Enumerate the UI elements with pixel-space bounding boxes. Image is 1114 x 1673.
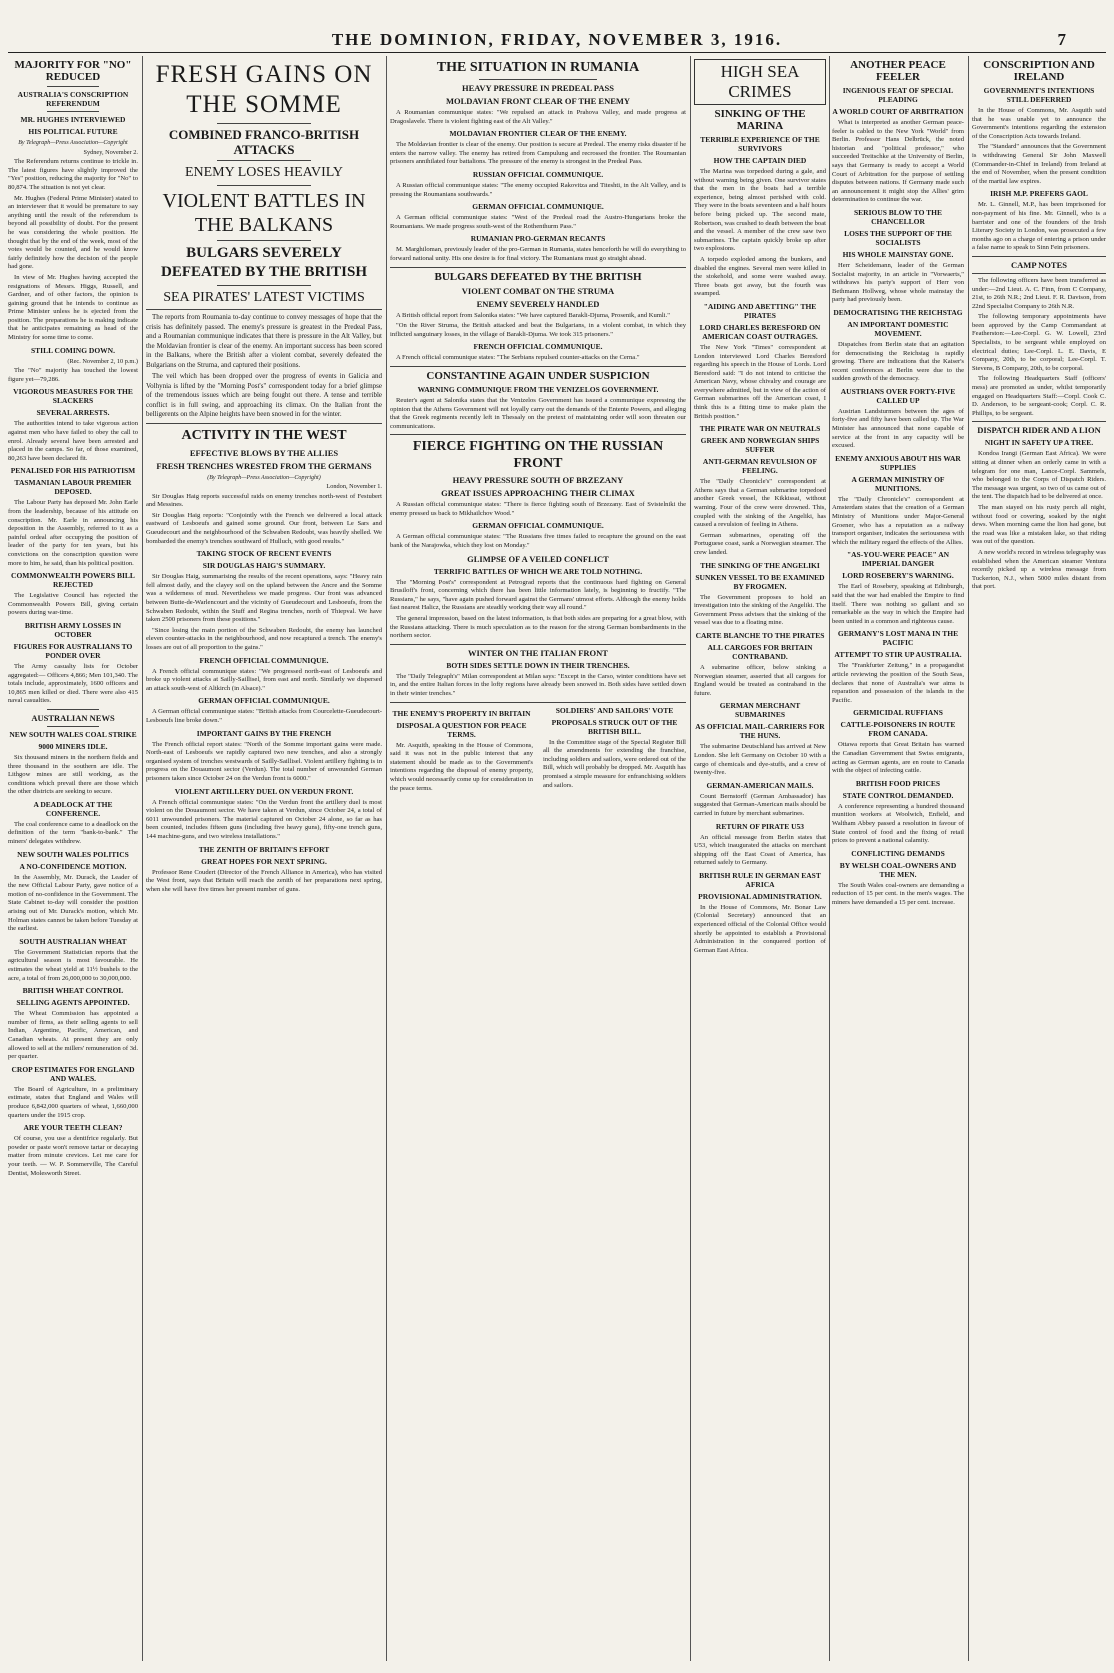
article-paragraph: Kondoa Irangi (German East Africa). We were sitting at dinner when an orderly came in with a telegram for one man, Lance-Corpl. Sammels, who belonged to the Corps of Dispatch Riders. The message was urgent, so two of us came out of the tent. The dispatch had to be delivered at once. <box>972 450 1106 501</box>
headline: THE SITUATION IN RUMANIA <box>436 60 640 75</box>
divider <box>47 111 99 112</box>
subheadline: TERRIBLE EXPERIENCE OF THE SURVIVORS <box>700 135 820 153</box>
lead-headline: FRESH GAINS ON THE SOMME <box>155 61 373 118</box>
subheadline: AS OFFICIAL MAIL-CARRIERS FOR THE HUNS. <box>695 722 825 741</box>
subheadline: NIGHT IN SAFETY UP A TREE. <box>984 438 1094 448</box>
article-paragraph: In view of Mr. Hughes having accepted the resignations of Messrs. Higgs, Russell, and Gardner, and of other factors, the opinion is gaining ground that he intends to continue as Prime Minister unless he is ejected from the position. The preparations he is making indicate that he anticipates remaining as head of the Ministry for some time to come. <box>8 273 138 342</box>
advertisement-heading: ARE YOUR TEETH CLEAN? <box>23 1123 123 1133</box>
subheadline: GERMAN-AMERICAN MAILS. <box>706 780 814 790</box>
subheadline: TAKING STOCK OF RECENT EVENTS <box>196 549 332 559</box>
subheadline: AN IMPORTANT DOMESTIC MOVEMENT. <box>847 319 949 338</box>
article-paragraph: The following officers have been transferred as under:—2nd Lieut. A. C. Finn, from C Company, 21st, to 26th N.R.; 2nd Lieut. F. R. Davison, from 22nd Specialist Company to 26th N.R. <box>972 276 1106 310</box>
article-paragraph: The coal conference came to a deadlock on the definition of the term "bank-to-bank." The miners' delegates withdrew. <box>8 820 138 846</box>
divider <box>390 702 686 703</box>
column-divider <box>968 56 969 1661</box>
subheadline: A GERMAN MINISTRY OF MUNITIONS. <box>851 474 945 493</box>
column-ireland <box>972 56 1106 1661</box>
subheadline: EFFECTIVE BLOWS BY THE ALLIES <box>189 447 339 458</box>
article-paragraph: A submarine officer, below sinking a Norwegian steamer, asserted that all cargoes for England would be treated as contraband in the future. <box>694 663 826 697</box>
subheadline: LORD CHARLES BERESFORD ON AMERICAN COAST OUTRAGES. <box>699 322 821 341</box>
subheadline: GERMAN OFFICIAL COMMUNIQUE. <box>472 202 604 212</box>
article-paragraph: The Wheat Commission has appointed a number of firms, as their selling agents to sell Indian, Argentine, Pacific, American, and Canadian wheats. At present they are only allowed to sell at the millers' remuneration of 3d. per quarter. <box>8 1010 138 1061</box>
headline: DEMOCRATISING THE REICHSTAG <box>833 307 963 317</box>
article-paragraph: The New York "Times" correspondent at London interviewed Lord Charles Beresford regarding his speech in the House of Lords. Lord Beresford said: "I do not intend to criticise the American Navy, whose chivalry and courage are everywhere admitted, but in view of the action of German submarines off the American coast, I think this is a fitting time to make plain the British position." <box>694 343 826 420</box>
article-paragraph: Six thousand miners in the northern fields and three thousand in the southern are idle. The Lithgow mines are still working, as the conditions which prevail there are those which the other districts are seeking to secure. <box>8 753 138 796</box>
article-paragraph: In the House of Commons, Mr. Asquith said that he was unable yet to announce the Government's intentions regarding the extension of the Conscription Acts towards Ireland. <box>972 107 1106 140</box>
headline: HIGH SEA CRIMES <box>694 59 826 105</box>
subheadline: GOVERNMENT'S INTENTIONS STILL DEFERRED <box>983 86 1095 104</box>
headline: BRITISH WHEAT CONTROL <box>22 986 124 996</box>
article-paragraph: A new world's record in wireless telegraphy was established when the American steamer Ventura recently picked up a wireless message from Tuckerton, N.J., when 5000 miles distant from that port. <box>972 548 1106 591</box>
dateline: (Rec. November 2, 10 p.m.) <box>67 357 138 365</box>
column-divider <box>690 56 691 1661</box>
headline: WINTER ON THE ITALIAN FRONT <box>468 647 608 658</box>
subheadline: A DEADLOCK AT THE CONFERENCE. <box>33 799 113 818</box>
article-paragraph: The "Daily Chronicle's" correspondent at Athens says that a German submarine torpedoed another Greek vessel, the Kikkissai, without warning. Four of the crew were drowned. This, coupled with the sinking of the Angeliki, has caused a revulsion of feeling in Athens. <box>694 478 826 529</box>
dateline: London, November 1. <box>326 483 382 491</box>
article-paragraph: A conference representing a hundred thousand munition workers at Woolwich, Enfield, and Waltham Abbey passed a resolution in favour of State control of food and the fixing of retail prices to prevent a national calamity. <box>832 802 964 845</box>
article-paragraph: A French official communique states: "The Serbians repulsed counter-attacks on the Cerna." <box>396 354 640 362</box>
divider <box>390 434 686 435</box>
divider <box>972 273 1106 274</box>
headline: NEW SOUTH WALES POLITICS <box>17 849 129 859</box>
subheadline: TASMANIAN LABOUR PREMIER DEPOSED. <box>14 478 132 497</box>
headline: BRITISH RULE IN GERMAN EAST AFRICA <box>699 870 821 889</box>
headline: GERMANY'S LOST MANA IN THE PACIFIC <box>837 629 959 648</box>
column-peace-feeler <box>832 56 964 1661</box>
article-paragraph: A torpedo exploded among the bunkers, and disabled the engines. Several men were killed in the stokehold, and some were washed away. Three boats got away, but the fourth was swamped. <box>694 255 826 298</box>
article-paragraph: Mr. Hughes (Federal Prime Minister) stated to an interviewer that it would be premature to say anything until the result of the referendum is beyond all possibility of doubt. For the present he was considering the whole position. He thought that by the end of the week, most of the votes would be counted, and he would know fairly definitely how the decision of the people had gone. <box>8 194 138 271</box>
subheadline: LORD ROSEBERY'S WARNING. <box>842 571 954 581</box>
article-paragraph: A Russian official communique states: "There is fierce fighting south of Brzezany. East of Svistelniki the enemy pressed us back to Mikhailchov Wood." <box>390 501 686 517</box>
subheadline: HEAVY PRESSURE IN PREDEAL PASS <box>462 83 614 93</box>
article-paragraph: In the Assembly, Mr. Durack, the Leader of the new Official Labour Party, gave notice of a motion of no-confidence in the Government. The State Cabinet to-day will consider the position arising out of Mr. Durack's motion, which Mr. Holman states cannot be taken before Tuesday at the earliest. <box>8 873 138 933</box>
headline: CONSCRIPTION AND IRELAND <box>983 59 1095 83</box>
subheadline: SIR DOUGLAS HAIG'S SUMMARY. <box>202 561 326 571</box>
headline: SOLDIERS' AND SAILORS' VOTE <box>555 705 674 715</box>
article-paragraph: A British official report from Salonika states: "We have captured Barakli-Djuma, Prosenik, and Kumli." <box>396 311 670 319</box>
dateline: Sydney, November 2. <box>83 148 138 156</box>
article-paragraph: In the Committee stage of the Special Register Bill all the amendments for extending the franchise, including soldiers and sailors, were ordered out of the Bill, which will probably be dropped. Mr. Asquith has promised a simple measure for enfranchising soldiers and sailors. <box>543 738 686 789</box>
divider <box>217 285 311 286</box>
deck-headline: VIOLENT BATTLES IN THE BALKANS <box>162 190 366 236</box>
article-paragraph: In the House of Commons, Mr. Bonar Law (Colonial Secretary) announced that an experienced official of the Colonial Office would shortly be appointed to establish a Provisional Administration in the conquered portion of German East Africa. <box>694 903 826 954</box>
article-paragraph: Herr Scheidemann, leader of the German Socialist majority, in an article in "Vorwaerts," withdraws his party's support of Herr von Bethmann Hollweg, whose whole mainstay the party had previously been. <box>832 261 964 304</box>
divider <box>390 267 686 268</box>
subheadline: HIS WHOLE MAINSTAY GONE. <box>842 249 954 259</box>
subheadline: FRENCH OFFICIAL COMMUNIQUE. <box>199 655 329 665</box>
article-paragraph: Austrian Landsturmers between the ages of forty-five and fifty have been called up. The War Minister has announced that none capable of service at the front in any capacity will be excused. <box>832 407 964 450</box>
subheadline: FRESH TRENCHES WRESTED FROM THE GERMANS <box>156 460 372 471</box>
article-paragraph: The "Standard" announces that the Government is withdrawing General Sir John Maxwell (Commander-in-Chief in Ireland) from Ireland at the end of November, when the present condition of the martial law expires. <box>972 143 1106 185</box>
article-paragraph: The Marina was torpedoed during a gale, and without warning being given. One survivor states that the men in the boats had a terrible experience, being almost perished with cold. They were in the boats seventeen and a half hours before being picked up. The second mate, Robertson, was crushed to death between the boat and the vessel. A member of the crew saw two submarines. The captain quickly broke up after two explosions. <box>694 168 826 253</box>
article-paragraph: Sir Douglas Haig reports: "Conjointly with the French we delivered a local attack eastward of Lesboeufs and gained some ground. Our front, between Le Sars and Gueudecourt and the neighbourhood of the Schwaben Redoubt, was heavily shelled. We bombarded the enemy's trenches southward of Hulluch, with good results." <box>146 511 382 545</box>
masthead <box>0 30 1114 52</box>
advertisement-text: Of course, you use a dentifrice regularly. But powder or paste won't remove tartar or decaying matter from minute crevices. Let me care for your teeth. — W. P. Sommerville, The Careful Dentist, Molesworth Street. <box>8 1135 138 1177</box>
subheadline: A NO-CONFIDENCE MOTION. <box>19 861 127 871</box>
article-paragraph: Ottawa reports that Great Britain has warned the Canadian Government that Swiss emigrants, acting as German agents, are en route to Canada with the object of infecting cattle. <box>832 741 964 775</box>
divider <box>47 709 99 710</box>
divider <box>390 366 686 367</box>
subheadline: "AIDING AND ABETTING" THE PIRATES <box>703 301 817 320</box>
headline: BRITISH ARMY LOSSES IN OCTOBER <box>24 620 122 639</box>
article-paragraph: The Army casualty lists for October aggregated:— Officers 4,866; Men 101,340. The totals include, approximately, 1600 officers and 10,865 men killed or died. There were also 415 naval casualties. <box>8 662 138 705</box>
subheadline: SEVERAL ARRESTS. <box>36 408 110 418</box>
headline: DISPATCH RIDER AND A LION <box>977 425 1101 436</box>
article-paragraph: A French official communique states: "On the Verdun front the artillery duel is most violent on the Douaumont sector. We have taken at Verdun, since October 24, a total of 6011 unwounded prisoners. The material captured on October 24 alone, so far as has been counted, includes fifteen guns (including five heavy guns), fifty-one trench guns, 144 machine-guns, and two wireless installations." <box>146 798 382 840</box>
subheadline: HIS POLITICAL FUTURE <box>28 127 118 136</box>
article-paragraph: "Since losing the main portion of the Schwaben Redoubt, the enemy has launched eleven counter-attacks in the neighbourhood, and now recaptured a trench. The enemy's losses are out of all proportion to the gains." <box>146 626 382 651</box>
subheadline: A WORLD COURT OF ARBITRATION <box>832 107 964 116</box>
subheadline: GERMAN OFFICIAL COMMUNIQUE. <box>198 696 330 706</box>
article-paragraph: What is interpreted as another German peace-feeler is cabled to the New York "World" from Berlin. Professor Hans Delbrück, the noted historian and "political professor," who succeeded Treitschke at the University of Berlin, says that Germany is ready to accept a World Court of Arbitration for the purpose of settling disputes between nations. If Germany made such an announcement it might stop the Allies' grim determination to continue the war. <box>832 119 964 204</box>
subheadline: STATE CONTROL DEMANDED. <box>842 790 954 800</box>
article-paragraph: "On the River Struma, the British attacked and beat the Bulgarians, in a violent combat, in which they inflicted sanguinary losses, in the village of Barakli-Djuma. We took 315 prisoners." <box>390 322 686 338</box>
article-paragraph: Sir Douglas Haig reports successful raids on enemy trenches north-west of Festubert and Messines. <box>146 492 382 509</box>
subheadline: RUMANIAN PRO-GERMAN RECANTS <box>470 234 606 244</box>
divider <box>217 160 311 161</box>
subheadline: 9000 MINERS IDLE. <box>38 741 108 751</box>
divider <box>217 185 311 186</box>
article-paragraph: The Legislative Council has rejected the Commonwealth Powers Bill, giving certain powers during war-time. <box>8 592 138 617</box>
column-rumania <box>390 56 686 1661</box>
deck-headline: SEA PIRATES' LATEST VICTIMS <box>163 290 365 305</box>
subheadline: STILL COMING DOWN. <box>31 345 115 355</box>
headline: "AS-YOU-WERE PEACE" AN IMPERIAL DANGER <box>846 550 950 569</box>
deck-headline: ENEMY LOSES HEAVILY <box>184 165 344 180</box>
article-paragraph: Dispatches from Berlin state that an agitation for democratising the Reichstag is rapidly growing. There are indications that the Kaiser's recent conferences at Berlin were due to the sudden growth of the democracy. <box>832 340 964 383</box>
article-paragraph: Professor Rene Coudert (Director of the French Alliance in America), who has visited the West front, says that Britain will reach the zenith of her preparations next spring, when she will have five times her present number of guns. <box>146 868 382 893</box>
subheadline: WARNING COMMUNIQUE FROM THE VENIZELOS GOVERNMENT. <box>417 384 659 394</box>
column-sea-crimes <box>694 56 826 1661</box>
subheadline: PROPOSALS STRUCK OUT OF THE BRITISH BILL. <box>551 717 678 736</box>
divider <box>146 423 382 424</box>
subheadline: HEAVY PRESSURE SOUTH OF BRZEZANY <box>452 475 624 486</box>
subheadline: MOLDAVIAN FRONT CLEAR OF THE ENEMY <box>445 96 631 106</box>
headline: THE ENEMY'S PROPERTY IN BRITAIN <box>392 708 531 718</box>
subheadline: ANTI-GERMAN REVULSION OF FEELING. <box>702 457 818 476</box>
subheadline: MOLDAVIAN FRONTIER CLEAR OF THE ENEMY. <box>449 129 627 139</box>
article-paragraph: The veil which has been dropped over the progress of events in Galicia and Volhynia is lifted by the "Morning Post's" correspondent today for a brief glimpse of the tremendous issues which are being fought out there. A tense and terrible conflict is in full swing, and approaching its climax. On the Italian front the belligerents on the Alpine heights have been snowed in for the winter. <box>146 372 382 418</box>
article-paragraph: A Russian official communique states: "The enemy occupied Rakovitza and Titeshti, in the Alt Valley, and is pressing the Roumanians southwards." <box>390 181 686 198</box>
deck-headline: COMBINED FRANCO-BRITISH ATTACKS <box>168 127 360 157</box>
credit-line: (By Telegraph—Press Association—Copyright) <box>207 474 321 481</box>
article-paragraph: A German official communique states: "The Russians five times failed to recapture the ground on the east bank of the Narajowka, which they lost on Monday." <box>390 533 686 550</box>
divider <box>47 86 99 87</box>
subheadline: BOTH SIDES SETTLE DOWN IN THEIR TRENCHES. <box>446 660 630 670</box>
article-paragraph: The Moldavian frontier is clear of the enemy. Our position is secure at Predeal. The enemy risks disaster if he enters the narrow valley. The enemy has retired from Campulung and recrossed the frontier. The Roumanian prisoners annihilated four battalions. The pressure of the enemy is strongest in the Predeal Pass. <box>390 141 686 166</box>
divider <box>972 421 1106 422</box>
headline: CONFLICTING DEMANDS <box>851 848 945 858</box>
article-paragraph: The "Frankfurter Zeitung," in a propagandist article reviewing the position of the South Seas, declares that none of Australia's war aims is reparation and possession of the islands in the Pacific. <box>832 662 964 704</box>
headline: NEW SOUTH WALES COAL STRIKE <box>9 729 137 739</box>
headline: GERMAN MERCHANT SUBMARINES <box>719 701 801 720</box>
headline: ACTIVITY IN THE WEST <box>181 427 347 443</box>
article-paragraph: The Government Statistician reports that the agricultural season is most favourable. He estimates the wheat yield at 11½ bushels to the acre, a total of from 26,000,000 to 30,000,000. <box>8 948 138 982</box>
deck-headline: BULGARS SEVERELY DEFEATED BY THE BRITISH <box>160 245 368 280</box>
section-heading: AUSTRALIAN NEWS <box>31 712 115 723</box>
subheadline: BY WELSH COAL-OWNERS AND THE MEN. <box>839 860 957 879</box>
article-paragraph: Reuter's agent at Salonika states that the Venizelos Government has issued a communique expressing the opinion that the Athens Government will not loyally carry out the demands of the Entente Powers, and alleging that the Greek regiments recently left in Thessaly on the pretext of maintaining order will soon threaten our communications. <box>390 396 686 430</box>
credit-line: By Telegraph—Press Association—Copyright <box>18 140 128 146</box>
article-paragraph: The Government proposes to hold an investigation into the sinking of the Angeliki. The Government Press advises that the sinking of the vessel was due to a floating mine. <box>694 593 826 627</box>
subheadline: RUSSIAN OFFICIAL COMMUNIQUE. <box>472 169 604 179</box>
column-divider <box>386 56 387 1661</box>
subheadline: ALL CARGOES FOR BRITAIN CONTRABAND. <box>707 642 813 661</box>
headline: CARTE BLANCHE TO THE PIRATES <box>695 630 825 640</box>
headline: THE SINKING OF THE ANGELIKI <box>700 560 820 570</box>
subheadline: HOW THE CAPTAIN DIED <box>713 156 807 165</box>
subheadline: GERMAN OFFICIAL COMMUNIQUE. <box>472 521 604 531</box>
subheadline: AUSTRALIA'S CONSCRIPTION REFERENDUM <box>17 90 129 108</box>
article-paragraph: The following temporary appointments have been approved by the Camp Commandant at Featherston:—Lee-Corpl. G. W. Lowell, 23rd Specialists, to be sergeant while employed on electrical duties; Lee-Corpl. L. E. Davis, E Company, 20th, to be corporal; Lee-Corpl. T. Stevens, B Company, 20th, to be corporal. <box>972 313 1106 372</box>
divider <box>390 644 686 645</box>
divider <box>47 726 99 727</box>
headline: AUSTRIANS OVER FORTY-FIVE CALLED UP <box>840 386 956 405</box>
divider <box>146 309 382 310</box>
subheadline: FIGURES FOR AUSTRALIANS TO PONDER OVER <box>13 641 133 660</box>
subheadline: IMPORTANT GAINS BY THE FRENCH <box>196 728 332 738</box>
masthead-title: THE DOMINION, FRIDAY, NOVEMBER 3, 1916. <box>331 30 783 49</box>
section-heading: CAMP NOTES <box>1011 259 1067 270</box>
column-divider <box>829 56 830 1661</box>
subheadline: THE ZENITH OF BRITAIN'S EFFORT <box>198 844 330 854</box>
subheadline: CATTLE-POISONERS IN ROUTE FROM CANADA. <box>840 720 956 739</box>
column-divider <box>142 56 143 1661</box>
article-paragraph: The reports from Roumania to-day continue to convey messages of hope that the crisis has definitely passed. The enemy's pressure is greatest in the Predeal Pass, and a Roumanian communique indicates that there is pressure in the Alt Valley, but the Moldavian frontier is clear of the enemy. An important success has been scored in the Balkans, where the British after a violent combat, severely defeated the Bulgarians on the Struma, and captured their positions. <box>146 313 382 369</box>
article-paragraph: The French official report states: "North of the Somme important gains were made. North-east of Lesboeufs we rapidly captured two new trenches, and also a strongly organised system of trenches westwards of Sailly-Saillisel. Violent artillery fighting is in progress on the Douaumont sector (Verdun). The total number of unwounded German prisoners taken since October 24 on the Verdun front is 6000." <box>146 740 382 782</box>
article-paragraph: A French official communique states: "We progressed north-east of Lesboeufs and broke up violent attacks at Sailly-Saillisel, from east and north. Similarly we dispersed an attack south-west of Altkirch (in Alsace)." <box>146 667 382 692</box>
article-paragraph: The Board of Agriculture, in a preliminary estimate, states that England and Wales will produce 6,842,000 quarters of wheat, 1,660,000 quarters under the 1915 crop. <box>8 1085 138 1119</box>
headline: COMMONWEALTH POWERS BILL REJECTED <box>11 571 135 590</box>
article-paragraph: The Labour Party has deposed Mr. John Earle from the leadership, because of his attitude on conscription. Mr. Earle in announcing his deposition in the Assembly, referred to it as a painful ordeal after occupying the position of leader of the party for ten years, but his convictions on the conscription question were more to him, he said, than his political position. <box>8 499 138 567</box>
article-paragraph: A Roumanian communique states: "We repulsed an attack in Prahova Valley, and made progress at Dragoslavele. There is violent fighting east of the Alt Valley." <box>390 109 686 125</box>
page-number: 7 <box>1057 30 1068 49</box>
headline: CONSTANTINE AGAIN UNDER SUSPICION <box>426 369 650 382</box>
subheadline: GREEK AND NORWEGIAN SHIPS SUFFER <box>700 436 820 455</box>
article-paragraph: The Earl of Rosebery, speaking at Edinburgh, said that the war had enabled the Empire to find itself. There was nothing so gallant and so remarkable as the way in which the Empire had been united in a common and righteous cause. <box>832 583 964 625</box>
article-paragraph: The authorities intend to take vigorous action against men who have failed to obey the call to enrol. Already several have been arrested and placed in the camps. So far, of those examined, 80,263 have been declared fit. <box>8 420 138 462</box>
headline: GLIMPSE OF A VEILED CONFLICT <box>467 553 609 564</box>
subheadline: PROVISIONAL ADMINISTRATION. <box>698 891 822 901</box>
article-paragraph: The "No" majority has touched the lowest figure yet—79,286. <box>8 367 138 383</box>
headline: SERIOUS BLOW TO THE CHANCELLOR <box>853 207 943 226</box>
subheadline: ATTEMPT TO STIR UP AUSTRALIA. <box>834 650 962 660</box>
subheadline: SELLING AGENTS APPOINTED. <box>16 998 130 1008</box>
headline: GERMICIDAL RUFFIANS <box>853 708 943 718</box>
subheadline: DISPOSAL A QUESTION FOR PEACE TERMS. <box>396 720 527 739</box>
subheadline: VIOLENT ARTILLERY DUEL ON VERDUN FRONT. <box>174 786 354 796</box>
subheadline: IRISH M.P. PREFERS GAOL <box>990 189 1088 199</box>
masthead-rule <box>8 52 1106 53</box>
headline: BULGARS DEFEATED BY THE BRITISH <box>434 270 642 283</box>
headline: SOUTH AUSTRALIAN WHEAT <box>19 936 127 946</box>
article-paragraph: The "Morning Post's" correspondent at Petrograd reports that the continuous hard fighting on General Brusiloff's front, concerning which there has been little information lately, is beginning to fructify. "The Russians," he says, "have again pushed forward against the Germans' utmost efforts. Although the enemy holds fast nearest Halicz, the Russians are steadily working their way all round." <box>390 578 686 612</box>
article-paragraph: A German official communique states: "West of the Predeal road the Austro-Hungarians broke the Roumanians. We made progress south-west of the Rothenthurm Pass." <box>390 214 686 230</box>
two-column-section <box>390 706 686 795</box>
headline: ANOTHER PEACE FEELER <box>850 59 946 83</box>
subheadline: FRENCH OFFICIAL COMMUNIQUE. <box>473 342 603 352</box>
subheadline: SUNKEN VESSEL TO BE EXAMINED BY FROGMEN. <box>695 572 825 591</box>
article-paragraph: The Referendum returns continue to trickle in. The latest figures have slightly improved the "Yes" position, reducing the majority for "No" to 80,874. The situation is not yet clear. <box>8 158 138 191</box>
headline: BRITISH FOOD PRICES <box>855 778 941 788</box>
article-paragraph: German submarines, operating off the Portuguese coast, sank a Norwegian steamer. The crew landed. <box>694 531 826 556</box>
article-paragraph: The "Daily Chronicle's" correspondent at Amsterdam states that the creation of a German Ministry of Munitions under Major-General Groener, who has a reputation as a railway transport organiser, indicates the seriousness with which the military regard the effects of the Allies. <box>832 495 964 546</box>
article-paragraph: Mr. Asquith, speaking in the House of Commons, said it was not in the public interest that any statement should be made as to the Government's intentions regarding the disposal of enemy property, which would necessarily come up for consideration in the peace terms. <box>390 741 533 792</box>
article-paragraph: Count Bernstorff (German Ambassador) has suggested that German-American mails should be carried in future by merchant submarines. <box>694 792 826 817</box>
column-australia <box>8 56 138 1661</box>
subheadline: GREAT ISSUES APPROACHING THEIR CLIMAX <box>441 488 635 499</box>
divider <box>479 79 597 80</box>
article-paragraph: Mr. L. Ginnell, M.P., has been imprisoned for non-payment of his fine. Mr. Ginnell, who is a barrister and one of the founders of the Irish Literary Society in London, was prosecuted a few months ago on a charge of entering a prison under a false name to speak to Sinn Fein prisoners. <box>972 201 1106 252</box>
article-paragraph: The South Wales coal-owners are demanding a reduction of 15 per cent. in the men's wages. The miners have demanded a 15 per cent. increase. <box>832 881 964 906</box>
article-paragraph: The general impression, based on the latest information, is that both sides are preparing for a great blow, with the Russians attacking. There is much speculation as to the reason for the strong German bombardments in the northern sector. <box>390 615 686 640</box>
divider <box>217 240 311 241</box>
headline: THE PIRATE WAR ON NEUTRALS <box>699 424 821 434</box>
column-somme <box>146 56 382 1661</box>
headline: FIERCE FIGHTING ON THE RUSSIAN FRONT <box>412 439 664 472</box>
headline: VIGOROUS MEASURES FOR THE SLACKERS <box>13 387 133 406</box>
headline: ENEMY ANXIOUS ABOUT HIS WAR SUPPLIES <box>835 453 961 472</box>
subheadline: MR. HUGHES INTERVIEWED <box>20 115 126 124</box>
subheadline: INGENIOUS FEAT OF SPECIAL PLEADING <box>842 86 954 104</box>
article-paragraph: Sir Douglas Haig, summarising the results of the recent operations, says: "Heavy rain fell almost daily, and the clayey soil on the upland between the Ancre and the Somme was a wilderness of mud. Nevertheless we made progress. Our front was advanced between Butte-de-Warlencourt and the vicinity of Gueudecourt and Lesboeufs, from the Schwaben Redoubt, within the Stuff and Regina trenches, north of Thiepval. We have taken 2500 prisoners from these positions." <box>146 573 382 624</box>
headline: SINKING OF THE MARINA <box>714 108 806 132</box>
subheadline: RETURN OF PIRATE U53 <box>715 821 805 831</box>
article-paragraph: The submarine Deutschland has arrived at New London. She left Germany on October 10 with a cargo of chemicals and dye-stuffs, and a crew of twenty-five. <box>694 743 826 777</box>
subheadline: GREAT HOPES FOR NEXT SPRING. <box>201 856 327 866</box>
subheadline: LOSES THE SUPPORT OF THE SOCIALISTS <box>844 228 952 247</box>
divider <box>217 123 311 124</box>
subheadline: ENEMY SEVERELY HANDLED <box>476 298 600 309</box>
article-paragraph: The man stayed on his rusty perch all night, without food or covering, soaked by the night dews. When morning came the lion had gone, but the road was like a mistaken lake, so that riding was out of the question. <box>972 503 1106 546</box>
subheadline: CROP ESTIMATES FOR ENGLAND AND WALES. <box>11 1064 135 1083</box>
subheadline: TERRIFIC BATTLES OF WHICH WE ARE TOLD NOTHING. <box>433 566 643 576</box>
subheadline: VIOLENT COMBAT ON THE STRUMA <box>461 285 615 296</box>
article-paragraph: The "Daily Telegraph's" Milan correspondent at Milan says: "Except in the Carso, winter conditions have set in, and the entire Italian forces in the lofty regions have already been snowed in. Both sides have settled down in their winter trenches." <box>390 672 686 697</box>
article-paragraph: An official message from Berlin states that U53, which inaugurated the attacks on merchant shipping off the East Coast of America, has returned safely to Germany. <box>694 833 826 867</box>
article-paragraph: The following Headquarters Staff (officers' mess) are promoted as under, whilst temporarily engaged on Headquarters Staff:—Corpl. Cook C. D. Anderson, to be sergeant-cook; Corpl. C. R. Phillips, to be sergeant. <box>972 375 1106 417</box>
headline: PENALISED FOR HIS PATRIOTISM <box>10 466 136 476</box>
headline: MAJORITY FOR "NO" REDUCED <box>14 59 132 83</box>
divider <box>972 256 1106 257</box>
article-paragraph: A German official communique states: "British attacks from Courcelette-Gueudecourt-Lesboeufs line broke down." <box>146 708 382 724</box>
article-paragraph: M. Marghiloman, previously leader of the pro-German in Rumania, states henceforth he will do everything to forward national unity. His one desire is for final victory. The Rumanians must go straight ahead. <box>390 246 686 262</box>
